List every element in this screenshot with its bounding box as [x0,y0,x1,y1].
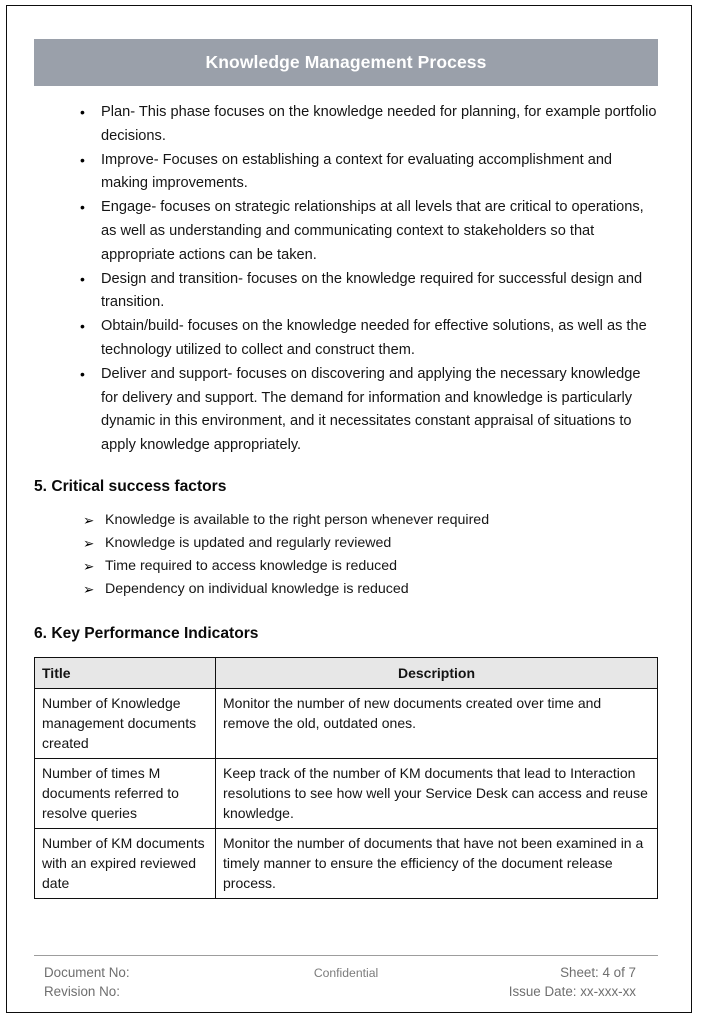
section-heading-key-performance-indicators: 6. Key Performance Indicators [34,624,259,642]
table-body [35,688,658,898]
arrow-bullet-icon: ➢ [83,512,95,528]
list-item-text: Deliver and support- focuses on discovering and applying the necessary knowledge for delivery and support. The demand for information and knowledge is particularly dynamic in this environment, and it necessitates constant appraisal of situations to apply knowledge appropriately. [101,365,641,454]
column-header-description: Description [216,657,658,688]
footer-sheet-number: Sheet: 4 of 7 [560,965,636,980]
process-bullet-list [34,101,658,458]
kpi-table [34,657,658,899]
footer-right-block [509,963,636,1001]
list-item [34,363,658,458]
cell-description: Monitor the number of documents that have not been examined in a timely manner to ensure the efficiency of the document release process. [216,828,658,898]
table-header-row [35,657,658,688]
section-heading-critical-success-factors: 5. Critical success factors [34,477,227,495]
column-header-title: Title [35,657,216,688]
critical-success-factors-list [34,509,658,601]
list-item-text: Time required to access knowledge is reduced [105,557,398,574]
bullet-marker-icon: • [80,151,85,168]
list-item [34,149,658,197]
list-item-text: Engage- focuses on strategic relationships at all levels that are critical to operations, as well as understanding and communicating context to stakeholders so that appropriate actions can be taken. [101,199,644,263]
footer-document-no: Document No: [44,965,130,980]
footer-issue-date: Issue Date: xx-xxx-xx [508,984,636,999]
table-row [35,688,658,758]
footer-content [34,963,658,1003]
bullet-marker-icon: • [80,318,85,335]
document-content [34,39,658,899]
cell-description: Keep track of the number of KM documents that lead to Interaction resolutions to see how well your Service Desk can access and reuse knowledge. [216,758,658,828]
footer-revision-no: Revision No: [44,984,120,999]
table-row [35,758,658,828]
footer-confidential-label: Confidential [313,966,379,980]
cell-title: Number of Knowledge management documents created [35,688,216,758]
table-header [35,657,658,688]
list-item [34,196,658,267]
list-item [34,555,658,578]
list-item-text: Design and transition- focuses on the knowledge required for successful design and transition. [101,270,643,311]
arrow-bullet-icon: ➢ [83,535,95,551]
bullet-marker-icon: • [80,199,85,216]
list-item-text: Dependency on individual knowledge is reduced [105,580,409,597]
page-title: Knowledge Management Process [205,52,487,72]
footer-divider [34,955,658,956]
list-item [34,101,658,149]
cell-title: Number of times M documents referred to resolve queries [35,758,216,828]
document-title-banner [34,39,658,86]
table-row [35,828,658,898]
cell-title: Number of KM documents with an expired reviewed date [35,828,216,898]
list-item [34,509,658,532]
page-footer [34,955,658,1003]
list-item [34,315,658,363]
list-item-text: Improve- Focuses on establishing a context for evaluating accomplishment and making improvements. [101,151,613,192]
list-item-text: Knowledge is available to the right person whenever required [105,511,490,528]
list-item [34,532,658,555]
list-item [34,578,658,601]
list-item-text: Knowledge is updated and regularly reviewed [105,534,392,551]
arrow-bullet-icon: ➢ [83,581,95,597]
bullet-marker-icon: • [80,270,85,287]
list-item-text: Obtain/build- focuses on the knowledge needed for effective solutions, as well as the technology utilized to collect and construct them. [101,318,647,358]
bullet-marker-icon: • [80,365,85,382]
cell-description: Monitor the number of new documents created over time and remove the old, outdated ones. [216,688,658,758]
list-item [34,268,658,316]
list-item-text: Plan- This phase focuses on the knowledge needed for planning, for example portfolio decisions. [101,104,657,144]
bullet-marker-icon: • [80,104,85,120]
arrow-bullet-icon: ➢ [83,558,95,574]
